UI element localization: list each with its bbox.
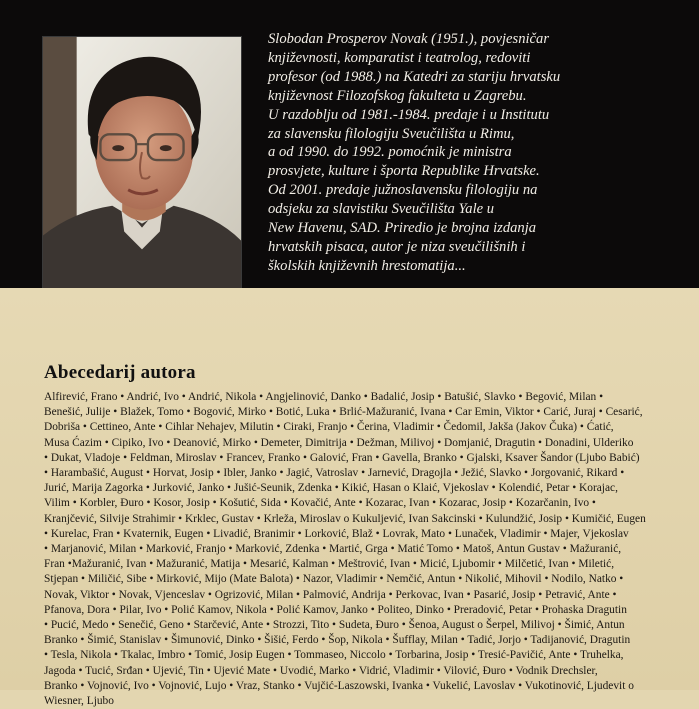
- index-line: • Pucić, Medo • Senečić, Geno • Starčević, Ante • Strozzi, Tito • Sudeta, Đuro • Šenoa, August o Šerpel, Milivoj • Šimić, Antun: [44, 619, 625, 632]
- index-line: Novak, Viktor • Novak, Vjenceslav • Ogrizović, Milan • Palmović, Andrija • Perkovac, Ivan • Pasarić, Josip • Petravić, Ante •: [44, 588, 617, 601]
- bio-line: a od 1990. do 1992. pomoćnik je ministra: [268, 144, 512, 161]
- bio-line: književnosti, komparatist i teatrolog, redoviti: [268, 49, 531, 66]
- index-line: Jagoda • Tucić, Srđan • Ujević, Tin • Ujević Mate • Uvodić, Marko • Vidrić, Vladimir • Vilović, Đuro • Vodnik Drechsler,: [44, 664, 598, 677]
- bio-line: odsjeku za slavistiku Sveučilišta Yale u: [268, 201, 495, 218]
- index-line: • Marjanović, Milan • Marković, Franjo • Marković, Zdenka • Martić, Grga • Matić Tomo • Matoš, Antun Gustav • Mažuranić,: [44, 543, 622, 556]
- bio-line: prosvjete, kulture i športa Republike Hrvatske.: [268, 163, 540, 180]
- index-line: Branko • Šimić, Stanislav • Šimunović, Dinko • Šišić, Ferdo • Šop, Nikola • Šufflay, Milan • Tadić, Jorjo • Tadijanović, Dragutin: [44, 634, 631, 647]
- bio-line: profesor (od 1988.) na Katedri za stariju hrvatsku: [268, 68, 561, 85]
- index-line: Stjepan • Miličić, Sibe • Mirković, Mijo (Mate Balota) • Nazor, Vladimir • Nemčić, Antun • Nikolić, Mihovil • Nodilo, Natko •: [44, 573, 624, 586]
- index-title: Abecedarij autora: [44, 362, 196, 383]
- author-biography: [268, 30, 678, 276]
- bio-line: književnost Filozofskog fakulteta u Zagrebu.: [268, 87, 527, 104]
- index-line: Pfanova, Dora • Pilar, Ivo • Polić Kamov, Nikola • Polić Kamov, Janko • Politeo, Dinko • Preradović, Petar • Prohaska Dragutin: [44, 603, 627, 616]
- author-portrait: [42, 36, 242, 304]
- bio-line: U razdoblju od 1981.-1984. predaje i u Institutu: [268, 106, 550, 123]
- bio-line: Od 2001. predaje južnoslavensku filologiju na: [268, 182, 538, 199]
- index-line: Fran •Mažuranić, Ivan • Mažuranić, Matija • Mesarić, Kalman • Meštrović, Ivan • Micić, Ljubomir • Milčetić, Ivan • Miletić,: [44, 558, 615, 571]
- index-line: Musa Ćazim • Cipiko, Ivo • Deanović, Mirko • Demeter, Dimitrija • Dežman, Milivoj • Domjanić, Dragutin • Donadini, Ulderiko: [44, 436, 634, 449]
- bio-line: Slobodan Prosperov Novak (1951.), povjesničar: [268, 31, 550, 47]
- bio-line: školskih književnih hrestomatija...: [268, 257, 466, 274]
- index-line: Kranjčević, Silvije Strahimir • Krklec, Gustav • Krleža, Miroslav o Kukuljević, Ivan Sakcinski • Kulundžić, Josip • Kumičić, Eugen: [44, 512, 646, 525]
- index-line: • Tesla, Nikola • Tkalac, Imbro • Tomić, Josip Eugen • Tommaseo, Niccolo • Torbarina, Josip • Tresić-Pavičić, Ante • Truhelka,: [44, 649, 624, 662]
- bio-line: hrvatskih pisaca, autor je niza sveučilišnih i: [268, 238, 526, 255]
- index-line: Branko • Vojnović, Ivo • Vojnović, Lujo • Vraz, Stanko • Vujčić-Laszowski, Ivanka • Vukelić, Lavoslav • Vukotinović, Ljudevit o: [44, 679, 634, 692]
- index-line: • Harambašić, August • Horvat, Josip • Ibler, Janko • Jagić, Vatroslav • Jarnević, Dragojla • Ježić, Slavko • Jorgovanić, Rikard •: [44, 467, 625, 480]
- bio-line: za slavensku filologiju Sveučilišta u Rimu,: [268, 125, 515, 142]
- index-line: Benešić, Julije • Blažek, Tomo • Bogović, Mirko • Botić, Luka • Brlić-Mažuranić, Ivana • Car Emin, Viktor • Carić, Juraj • Cesarić,: [44, 406, 643, 419]
- author-portrait-drawing: [43, 37, 241, 303]
- index-line: • Dukat, Vladoje • Feldman, Miroslav • Francev, Franko • Galović, Fran • Gavella, Branko • Gjalski, Ksaver Šandor (Ljubo Babić): [44, 451, 640, 464]
- bio-line: New Havenu, SAD. Priredio je brojna izdanja: [268, 220, 537, 237]
- index-line: • Kurelac, Fran • Kvaternik, Eugen • Livadić, Branimir • Lorković, Blaž • Lovrak, Mato • Lunaček, Vladimir • Majer, Vjekoslav: [44, 527, 629, 540]
- index-line: Dobriša • Cettineo, Ante • Cihlar Nehajev, Milutin • Ciraki, Franjo • Čerina, Vladimir • Čedomil, Jakša (Jakov Čuka) • Ćatić,: [44, 421, 614, 434]
- index-line: Wiesner, Ljubo: [44, 695, 114, 708]
- author-index-list: [44, 390, 664, 709]
- index-line: Vilim • Korbler, Đuro • Kosor, Josip • Košutić, Sida • Kovačić, Ante • Kozarac, Ivan • Kozarac, Josip • Kozarčanin, Ivo •: [44, 497, 596, 510]
- author-bio-panel: [0, 0, 699, 288]
- index-line: Jurić, Marija Zagorka • Jurković, Janko • Jušić-Seunik, Zdenka • Kikić, Hasan o Klaić, Vjekoslav • Kolendić, Petar • Korajac,: [44, 482, 618, 495]
- index-line: Alfirević, Frano • Andrić, Ivo • Andrić, Nikola • Angjelinović, Danko • Badalić, Josip • Batušić, Slavko • Begović, Milan •: [44, 391, 604, 403]
